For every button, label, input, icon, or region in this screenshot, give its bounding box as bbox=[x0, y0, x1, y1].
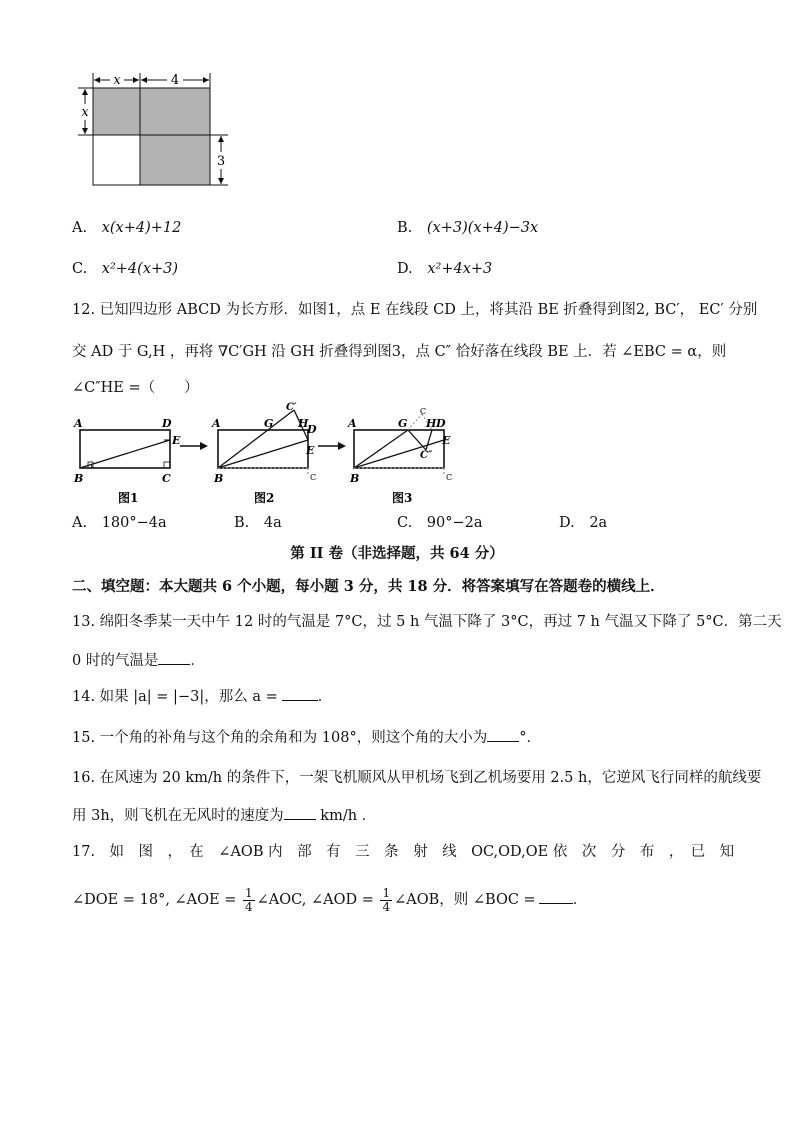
fraction-one-quarter bbox=[243, 887, 255, 914]
fig3-label-E: E bbox=[442, 434, 451, 447]
q16-line-1: 16. 在风速为 20 km/h 的条件下，一架飞机顺风从甲机场飞到乙机场要用 2.5 h，它逆风飞行同样的航线要 bbox=[72, 770, 762, 786]
fig2-label-E: E bbox=[306, 444, 315, 457]
q12-option-b[interactable] bbox=[234, 513, 282, 533]
q17-text-a: ∠DOE = 18°, ∠AOE = bbox=[72, 892, 237, 908]
option-expression: x²+4(x+3) bbox=[101, 261, 179, 277]
fig3-caption: 图3 bbox=[392, 491, 413, 505]
option-letter: C. bbox=[72, 261, 88, 277]
fraction-numerator: 1 bbox=[245, 885, 253, 900]
fig2-label-C-prime: C′ bbox=[286, 402, 297, 413]
q14-end: ． bbox=[317, 689, 333, 705]
q13-end: ． bbox=[190, 653, 205, 669]
q17-line-2 bbox=[72, 886, 587, 914]
fraction-denominator: 4 bbox=[382, 899, 391, 914]
fig2-label-H: H bbox=[298, 417, 309, 430]
option-letter: B. bbox=[234, 515, 250, 531]
option-letter: D. bbox=[397, 261, 413, 277]
q11-option-c[interactable] bbox=[72, 259, 178, 279]
option-letter: A. bbox=[72, 220, 88, 236]
fig1-label-E: E bbox=[172, 434, 181, 447]
q13-text: 0 时的气温是 bbox=[72, 653, 159, 669]
section-2-title: 二、填空题：本大题共 6 个小题，每小题 3 分，共 18 分．将答案填写在答题卷的横线上． bbox=[72, 578, 665, 595]
q16-text: 用 3h，则飞机在无风时的速度为 bbox=[72, 808, 284, 824]
q12-line-3: ∠C″HE =（ ） bbox=[72, 380, 199, 396]
option-expression: 2a bbox=[589, 515, 608, 531]
white-cell-bottom-left bbox=[93, 135, 140, 185]
fig3-label-D: D bbox=[436, 417, 446, 430]
q15-answer-blank[interactable] bbox=[487, 727, 519, 742]
q13-answer-blank[interactable] bbox=[158, 650, 190, 665]
q17-text-b: ∠AOC, ∠AOD = bbox=[256, 892, 374, 908]
fig1-label-B: B bbox=[74, 472, 84, 485]
grid-top-label-4: 4 bbox=[170, 73, 180, 88]
q11-option-a[interactable] bbox=[72, 218, 181, 238]
q14-text: 14. 如果 |a| = |−3|，那么 a = bbox=[72, 689, 278, 705]
fig3-label-G: G bbox=[398, 417, 408, 430]
area-grid-figure bbox=[70, 68, 240, 192]
fig1-label-C: C bbox=[162, 472, 171, 485]
option-expression: 180°−4a bbox=[101, 515, 167, 531]
figure-1 bbox=[73, 417, 181, 505]
fig3-label-H: H bbox=[426, 417, 437, 430]
q16-end: km/h ． bbox=[315, 808, 377, 824]
q12-option-a[interactable] bbox=[72, 513, 167, 533]
fig1-label-D: D bbox=[162, 417, 172, 430]
q14 bbox=[72, 686, 332, 707]
option-expression: x²+4x+3 bbox=[427, 261, 493, 277]
fraction-numerator: 1 bbox=[382, 885, 391, 900]
q17-answer-blank[interactable] bbox=[539, 889, 573, 904]
fig2-label-G: G bbox=[264, 417, 274, 430]
option-expression: (x+3)(x+4)−3x bbox=[426, 220, 539, 236]
part-2-title: 第 II 卷（非选择题，共 64 分） bbox=[290, 545, 504, 562]
shaded-cell-top-left bbox=[93, 88, 140, 135]
option-letter: C. bbox=[397, 515, 413, 531]
option-expression: x(x+4)+12 bbox=[101, 220, 182, 236]
q11-option-d[interactable] bbox=[397, 259, 492, 279]
grid-top-label-x: x bbox=[113, 73, 121, 88]
fig3-label-A: A bbox=[348, 417, 357, 430]
q12-option-d[interactable] bbox=[559, 513, 607, 533]
q15 bbox=[72, 727, 541, 748]
fig3-label-C-double-prime: C″ bbox=[420, 450, 433, 461]
fig2-caption: 图2 bbox=[254, 491, 275, 505]
fig2-label-B: B bbox=[214, 472, 224, 485]
q15-text: 15. 一个角的补角与这个角的余角和为 108°，则这个角的大小为 bbox=[72, 730, 488, 746]
q16-line-2 bbox=[72, 805, 376, 826]
fig1-caption: 图1 bbox=[118, 491, 139, 505]
q14-answer-blank[interactable] bbox=[282, 686, 318, 701]
q12-option-c[interactable] bbox=[397, 513, 483, 533]
fig3-label-c-small: C bbox=[446, 473, 453, 482]
option-letter: B. bbox=[397, 220, 413, 236]
q16-answer-blank[interactable] bbox=[284, 805, 316, 820]
figure-2 bbox=[211, 402, 317, 505]
q17-text-c: ∠AOB，则 ∠BOC = bbox=[394, 892, 536, 908]
fig3-label-c-small-top: C bbox=[420, 407, 427, 416]
option-expression: 4a bbox=[263, 515, 282, 531]
q15-end: °． bbox=[519, 730, 541, 746]
grid-right-label-3: 3 bbox=[216, 154, 226, 169]
fig2-label-c-small: C bbox=[310, 473, 317, 482]
q17-end: ． bbox=[572, 892, 588, 908]
shaded-cell-bottom-right bbox=[140, 135, 210, 185]
q13-line-1: 13. 绵阳冬季某一天中午 12 时的气温是 7°C，过 5 h 气温下降了 3°C，再过 7 h 气温又下降了 5°C．第二天 bbox=[72, 614, 782, 630]
shaded-cell-top-right bbox=[140, 88, 210, 135]
option-letter: D. bbox=[559, 515, 575, 531]
fig2-label-D: D bbox=[307, 423, 317, 436]
fraction-one-quarter bbox=[380, 887, 392, 914]
grid-left-label-x: x bbox=[81, 105, 89, 120]
q12-line-1: 12. 已知四边形 ABCD 为长方形．如图1，点 E 在线段 CD 上，将其沿 BE 折叠得到图2, BC′， EC′ 分别 bbox=[72, 302, 758, 318]
figure-3 bbox=[347, 407, 452, 505]
fig3-label-B: B bbox=[350, 472, 360, 485]
q11-option-b[interactable] bbox=[397, 218, 538, 238]
fraction-denominator: 4 bbox=[245, 899, 253, 914]
q17-line-1: 17. 如 图 ， 在 ∠AOB 内 部 有 三 条 射 线 OC,OD,OE 依 次 分 布 ， 已 知 bbox=[72, 844, 735, 860]
q13-line-2 bbox=[72, 650, 205, 671]
option-expression: 90°−2a bbox=[426, 515, 483, 531]
fig1-label-A: A bbox=[74, 417, 83, 430]
option-letter: A. bbox=[72, 515, 88, 531]
q12-figures bbox=[70, 402, 460, 510]
q12-line-2: 交 AD 于 G,H ，再将 ∇C′GH 沿 GH 折叠得到图3，点 C″ 恰好落在线段 BE 上．若 ∠EBC = α，则 bbox=[72, 344, 727, 360]
fig2-label-A: A bbox=[212, 417, 221, 430]
